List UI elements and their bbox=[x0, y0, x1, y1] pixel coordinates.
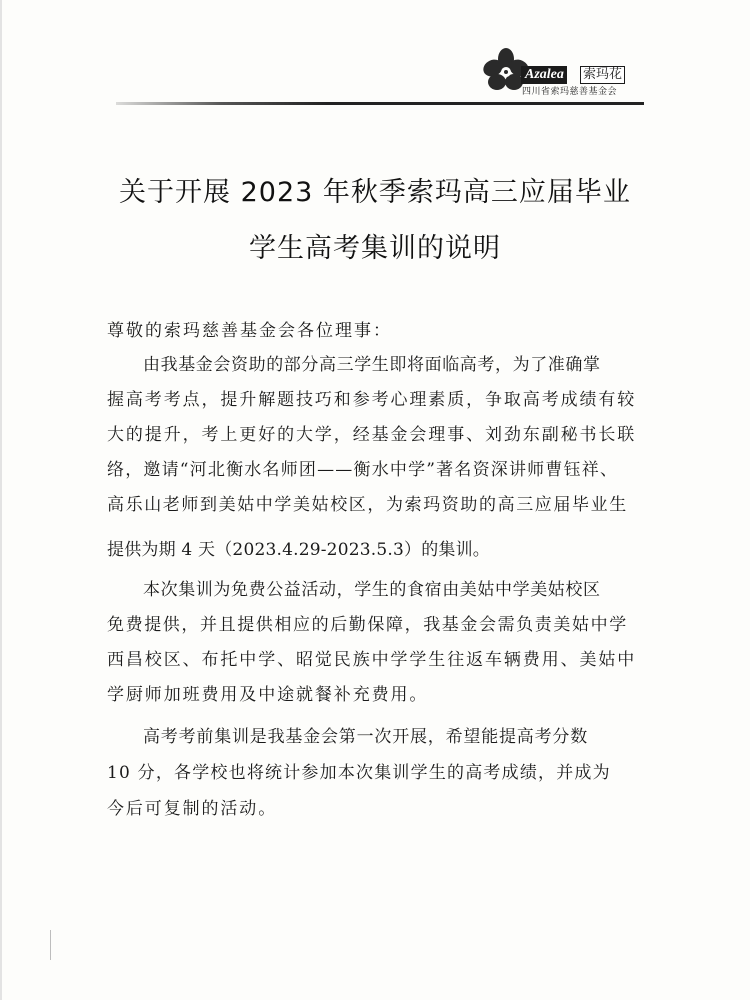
header-divider bbox=[116, 102, 644, 105]
scan-edge bbox=[0, 0, 2, 1000]
scan-mark bbox=[50, 930, 51, 960]
logo-brand-english: Azalea bbox=[521, 66, 567, 84]
body-line: 学厨师加班费用及中途就餐补充费用。 bbox=[107, 685, 429, 705]
body-line: 高考考前集训是我基金会第一次开展，希望能提高考分数 bbox=[143, 727, 588, 747]
body-line: 本次集训为免费公益活动，学生的食宿由美姑中学美姑校区 bbox=[143, 580, 601, 600]
document-title-line-2: 学生高考集训的说明 bbox=[249, 233, 501, 264]
body-line: 10 分，各学校也将统计参加本次集训学生的高考成绩，并成为 bbox=[107, 763, 611, 783]
body-line: 今后可复制的活动。 bbox=[107, 799, 278, 819]
body-line: 高乐山老师到美姑中学美姑校区，为索玛资助的高三应届毕业生 bbox=[107, 495, 628, 515]
body-line: 提供为期 4 天（2023.4.29-2023.5.3）的集训。 bbox=[107, 540, 490, 560]
document-title-line-1: 关于开展 2023 年秋季索玛高三应届毕业 bbox=[119, 177, 631, 208]
logo-subtitle: 四川省索玛慈善基金会 bbox=[522, 87, 618, 97]
body-line: 络，邀请“河北衡水名师团——衡水中学”著名资深讲师曹钰祥、 bbox=[107, 460, 619, 480]
foundation-logo bbox=[478, 46, 643, 101]
logo-brand-chinese: 索玛花 bbox=[580, 66, 625, 84]
body-line: 由我基金会资助的部分高三学生即将面临高考，为了准确掌 bbox=[143, 355, 601, 375]
body-line: 免费提供，并且提供相应的后勤保障，我基金会需负责美姑中学 bbox=[107, 615, 628, 635]
body-line: 大的提升，考上更好的大学，经基金会理事、刘劲东副秘书长联 bbox=[107, 425, 637, 445]
body-line: 西昌校区、布托中学、昭觉民族中学学生往返车辆费用、美姑中 bbox=[107, 650, 637, 670]
salutation: 尊敬的索玛慈善基金会各位理事： bbox=[107, 321, 392, 341]
body-line: 握高考考点，提升解题技巧和参考心理素质，争取高考成绩有较 bbox=[107, 390, 637, 410]
